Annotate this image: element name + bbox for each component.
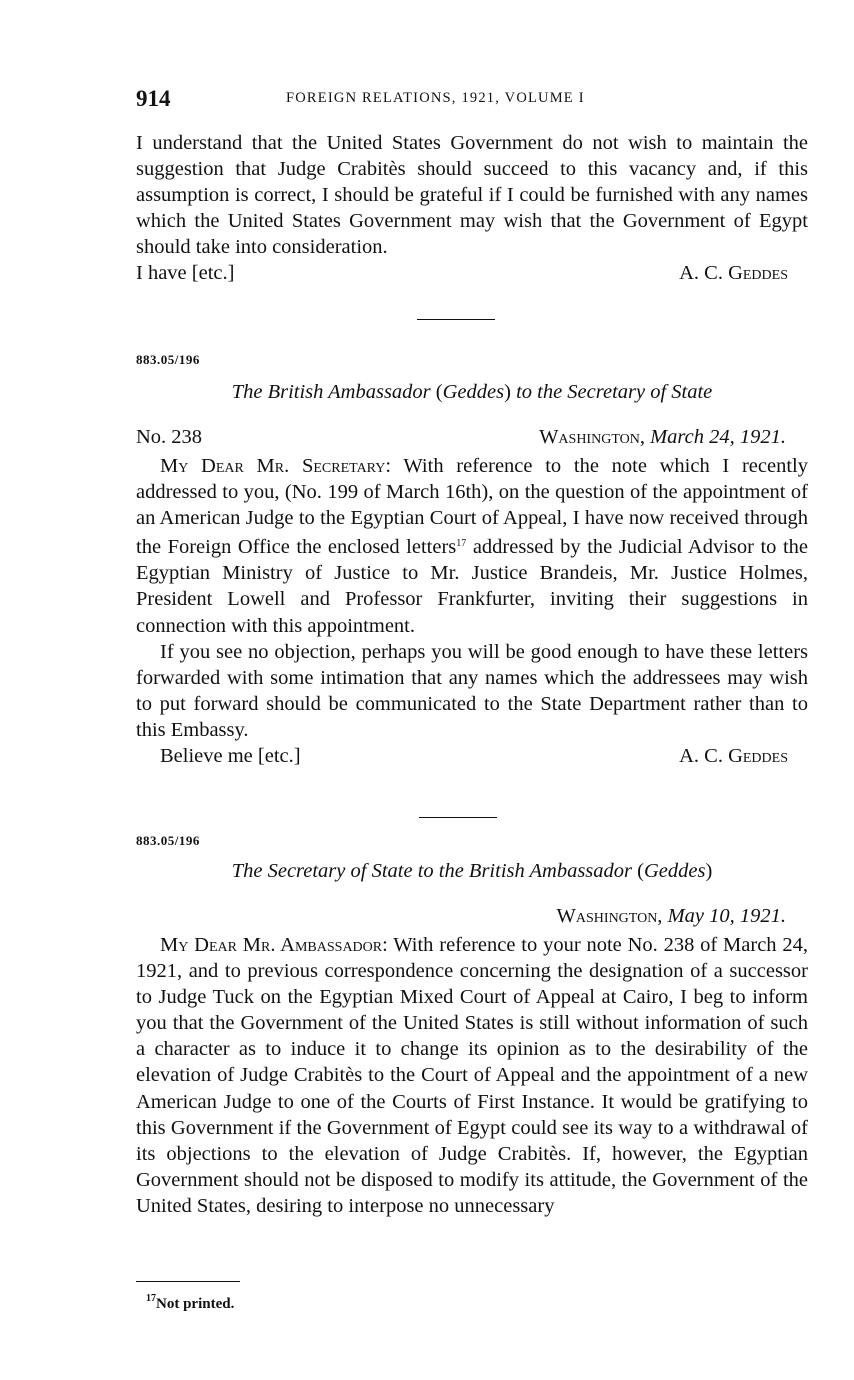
footnote-rule — [136, 1281, 240, 1282]
place-date — [539, 426, 786, 449]
place: Washington, — [556, 905, 663, 927]
section-divider — [417, 319, 495, 320]
document-title: The Secretary of State to the British Ambassador (Geddes) — [231, 860, 713, 882]
continued-paragraph: I understand that the United States Government do not wish to maintain the suggestion that Judge Crabitès should succeed to this vacancy and, if this assumption is correct, I should be grateful if I could be furnished with any names which the United States Government may wish that the Government of Egypt should take into consideration. — [136, 132, 808, 259]
place: Washington, — [539, 426, 645, 448]
salutation: My Dear Mr. Ambassador: — [160, 934, 388, 956]
footnote-reference: 17 — [456, 538, 467, 550]
salutation: My Dear Mr. Secretary: — [160, 455, 392, 477]
title-text: The Secretary of State to the British Ambassador — [231, 860, 633, 882]
footnote-text: Not printed. — [156, 1296, 235, 1312]
file-number: 883.05/196 — [136, 833, 200, 848]
title-from: The British Ambassador — [231, 381, 431, 403]
closing-text: Believe me [etc.] — [160, 745, 301, 768]
letter-paragraph — [136, 932, 808, 1219]
closing-line — [136, 743, 808, 769]
document-title: The British Ambassador (Geddes) to the Secretary of State — [231, 381, 713, 403]
running-title: FOREIGN RELATIONS, 1921, VOLUME I — [286, 90, 585, 106]
date: March 24, 1921. — [650, 426, 786, 448]
paragraph-text-continued: addressed by the Judicial Advisor to the Egyptian Ministry of Justice to Mr. Justice Brandeis, Mr. Justice Holmes, President Lowell and Professor Frankfurter, inviting their suggestions in connection with this appointment. — [136, 536, 809, 637]
place-date — [557, 905, 786, 928]
letter-body — [136, 453, 808, 769]
title-to: to the Secretary of State — [516, 381, 713, 403]
footnote — [146, 1293, 234, 1313]
paragraph-text: With reference to the note which I recently addressed to you, (No. 199 of March 16th), on the question of the appointment of an American Judge to the Egyptian Court of Appeal, I have now received through the Foreign Office the enclosed letters — [136, 455, 808, 559]
letter-paragraph — [136, 453, 808, 639]
section-divider — [419, 817, 497, 818]
title-paren: Geddes — [442, 381, 505, 403]
file-number: 883.05/196 — [136, 352, 200, 367]
paragraph-text: With reference to your note No. 238 of March 24, 1921, and to previous correspondence concerning the designation of a successor to Judge Tuck on the Egyptian Mixed Court of Appeal at Cairo, I beg to inform you that the Government of the United States is still without information of such a character as to induce it to change its opinion as to the desirability of the elevation of Judge Crabitès to the Court of Appeal and the appointment of a new American Judge to one of the Courts of First Instance. It would be gratifying to this Government if the Government of Egypt could see its way to a withdrawal of its objections to the elevation of Judge Crabitès. If, however, the Egyptian Government should not be disposed to modify its attitude, the Government of the United States, desiring to interpose no unnecessary — [136, 934, 808, 1217]
dateline — [136, 905, 808, 931]
footnote-marker: 17 — [146, 1293, 156, 1304]
note-number: No. 238 — [136, 426, 203, 448]
signature: A. C. Geddes — [679, 262, 788, 285]
signature: A. C. Geddes — [679, 745, 788, 768]
page-number: 914 — [136, 86, 171, 111]
closing-text: I have [etc.] — [136, 262, 235, 285]
dateline — [136, 426, 808, 452]
letter-paragraph: If you see no objection, perhaps you will be good enough to have these letters forwarded with some intimation that any names which the addressees may wish to put forward should be communicated to the State Department rather than to this Embassy. — [136, 640, 808, 741]
letter-body — [136, 932, 808, 1219]
continued-letter — [136, 130, 808, 286]
closing-line — [136, 260, 808, 286]
title-paren: Geddes — [643, 860, 706, 882]
page-header — [136, 86, 808, 112]
date: May 10, 1921. — [667, 905, 786, 927]
